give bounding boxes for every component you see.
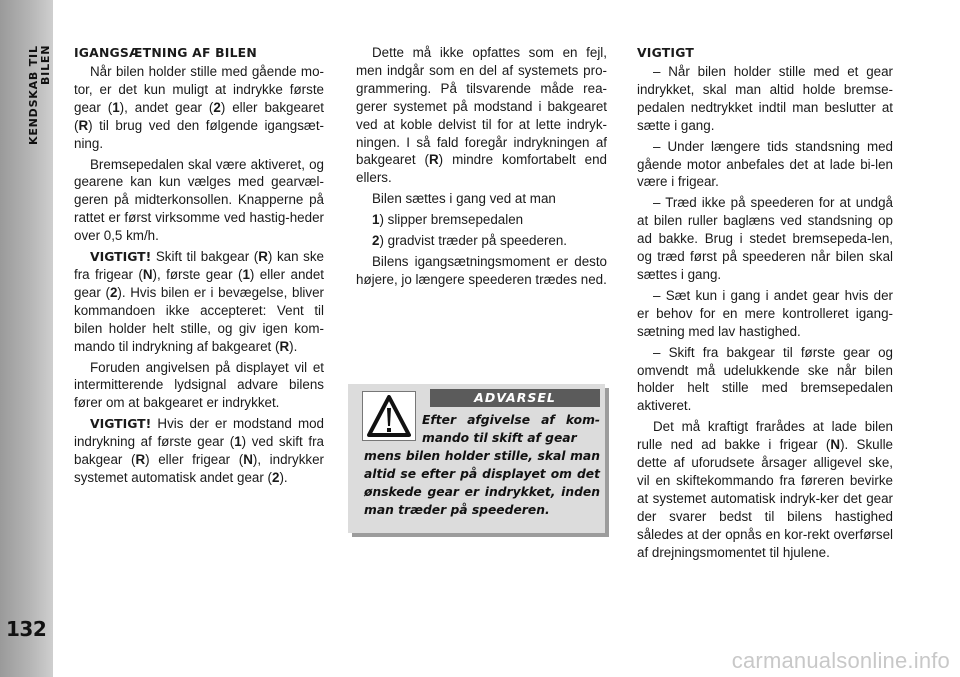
step-2: 2) gradvist træder på speederen. [372,233,568,249]
paragraph: Når bilen holder stille med gående mo-tor, er det kun muligt at indrykke første gear (1), andet gear (2) eller bakgearet (R) til brug ved den følgende igangsæt-ning. [74,64,324,151]
paragraph-important: VIGTIGT! Skift til bakgear (R) kan ske fra frigear (N), første gear (1) eller andet gear (2). Hvis bilen er i bevægelse, bliver kommandoen ikke accepteret: Vent til bilen holder helt stille, og giv igen kom-mando til indrykning af bakgearet (R). [74,249,325,354]
paragraph-important: VIGTIGT! Hvis der er modstand mod indrykning af første gear (1) ved skift fra bakgear (R) eller frigear (N), indrykker systemet automatisk andet gear (2). [74,416,324,485]
page-number: 132 [6,617,47,641]
column-2 [356,44,607,292]
sidebar-strip [0,0,53,677]
column-1 [74,44,324,490]
warning-text [364,411,600,519]
section-heading: IGANGSÆTNING AF BILEN [74,45,257,60]
warning-text-first: Efter afgivelse af kom-mando til skift af gear [422,413,600,445]
paragraph: Bremsepedalen skal være aktiveret, og gearene kan kun vælges med gearvæl-geren på midterkonsollen. Knapperne på rattet er først virksomme ved hastig-heder over 0,5 km/h. [74,156,324,244]
warning-title: ADVARSEL [430,389,600,407]
paragraph: – Når bilen holder stille med et gear indrykket, skal man altid holde bremse-pedalen nedtrykket indtil man beslutter at sætte i gang. [637,64,893,133]
paragraph: Det må kraftigt frarådes at lade bilen rulle ned ad bakke i frigear (N). Skulle dette af uforudsete årsager alligevel ske, vil en skiftekommando fra føreren bevirke at systemet automatisk indryk-ker det gear der svarer bedst til bilens hastighed således at der opnås en kor-rekt overførsel af drejningsmomentet til hjulene. [637,419,894,560]
paragraph: – Sæt kun i gang i andet gear hvis der er behov for en mere kontrolleret igang-sætning med lav hastighed. [637,287,893,339]
warning-text-rest: mens bilen holder stille, skal man altid se efter på displayet om det ønskede gear er indrykket, inden man træder på speederen. [364,449,600,517]
paragraph: Dette må ikke opfattes som en fejl, men indgår som en del af systemets pro-grammering. På tilsvarende måde rea-gerer systemet på modstand i bakgearet ved at koble delvist til for at lette indryk-ningen. I så fald foregår indrykningen af bakgearet (R) mindre komfortabelt end ellers. [356,45,607,186]
important-heading: VIGTIGT [637,45,695,60]
paragraph: Bilens igangsætningsmoment er desto højere, jo længere speederen trædes ned. [356,253,607,287]
paragraph: Foruden angivelsen på displayet vil et intermitterende lydsignal advare bilens fører om at bakgearet er indrykket. [74,359,324,411]
paragraph: – Skift fra bakgear til første gear og omvendt må udelukkende ske når bilen holder helt stille med bremsepedalen aktiveret. [637,344,893,414]
step-1: 1) slipper bremsepedalen [372,212,524,228]
column-3 [637,44,893,564]
paragraph: – Under længere tids standsning med gående motor anbefales det at lade bi-len være i frigear. [637,138,893,190]
paragraph: Bilen sættes i gang ved at man [372,191,556,207]
section-label: KENDSKAB TIL BILEN [27,45,52,145]
watermark: carmanualsonline.info [731,648,950,673]
paragraph: – Træd ikke på speederen for at undgå at bilen ruller baglæns ved standsning op ad bakke. Brug i stedet bremsepeda-len, og træd først på speederen når bilen skal sættes i gang. [637,195,893,282]
